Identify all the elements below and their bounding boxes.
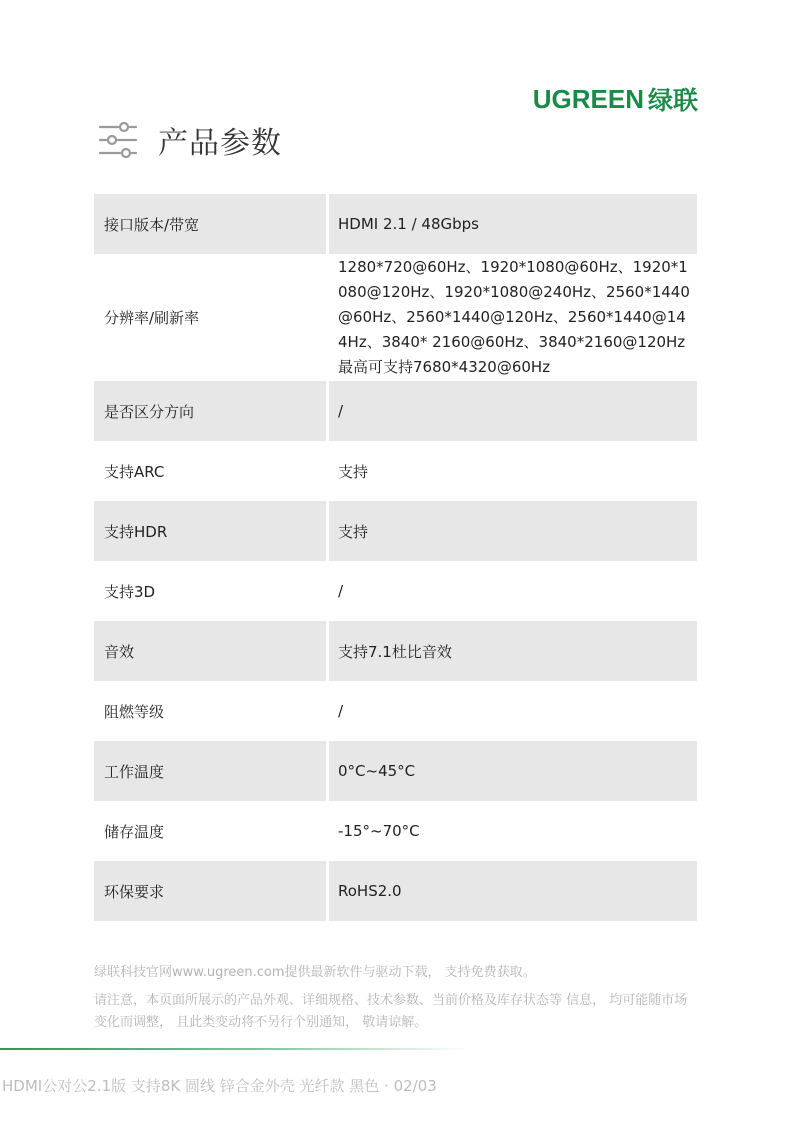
spec-value: 支持 (338, 462, 369, 481)
spec-value: 支持 (329, 501, 697, 561)
spec-value: -15°~70°C (338, 822, 420, 840)
spec-value: HDMI 2.1 / 48Gbps (329, 194, 697, 254)
table-row (94, 441, 697, 501)
spec-table (94, 194, 697, 921)
spec-label: 环保要求 (94, 861, 326, 921)
notes (94, 962, 694, 1034)
spec-label: 支持3D (104, 582, 156, 601)
table-row (94, 681, 697, 741)
footer-product-page: HDMI公对公2.1版 支持8K 圆线 锌合金外壳 光纤款 黑色 · 02/03 (2, 1077, 437, 1095)
spec-label: 工作温度 (94, 741, 326, 801)
table-row (94, 861, 697, 921)
spec-label: 接口版本/带宽 (94, 194, 326, 254)
section-header (98, 118, 282, 162)
brand-latin: UGREEN (532, 83, 644, 114)
spec-value: 0°C~45°C (329, 741, 697, 801)
footer-divider (0, 1048, 470, 1050)
table-row (94, 801, 697, 861)
table-row (94, 561, 697, 621)
table-row (94, 194, 697, 254)
notes-disclaimer: 请注意，本页面所展示的产品外观、详细规格、技术参数、当前价格及库存状态等 信息， 均可能随市场变化而调整， 且此类变动将不另行个别通知， 敬请谅解。 (94, 993, 688, 1030)
spec-label: 储存温度 (104, 822, 165, 841)
spec-label: 是否区分方向 (94, 381, 326, 441)
table-row (94, 741, 697, 801)
brand-cjk: 绿联 (647, 86, 698, 115)
spec-label: 支持HDR (94, 501, 326, 561)
spec-label: 音效 (94, 621, 326, 681)
spec-value: / (338, 702, 344, 720)
spec-label: 分辨率/刷新率 (104, 309, 200, 327)
page-title: 产品参数 (158, 126, 282, 161)
spec-value: / (338, 582, 344, 600)
spec-value: / (329, 381, 697, 441)
brand-logo (533, 83, 698, 115)
sliders-icon (98, 121, 140, 159)
table-row (94, 621, 697, 681)
spec-value: RoHS2.0 (329, 861, 697, 921)
table-row (94, 381, 697, 441)
table-row (94, 254, 697, 381)
spec-label: 阻燃等级 (104, 702, 165, 721)
table-row (94, 501, 697, 561)
spec-label: 支持ARC (104, 462, 165, 481)
notes-download: 绿联科技官网www.ugreen.com提供最新软件与驱动下载， 支持免费获取。 (94, 965, 536, 980)
spec-value: 支持7.1杜比音效 (329, 621, 697, 681)
spec-value: 1280*720@60Hz、1920*1080@60Hz、1920*1080@120Hz、1920*1080@240Hz、2560*1440@60Hz、2560*1440@120Hz、2560*1440@144Hz、3840* 2160@60Hz、3840*2160@120Hz最高可支持7680*4320@60Hz (338, 258, 690, 376)
